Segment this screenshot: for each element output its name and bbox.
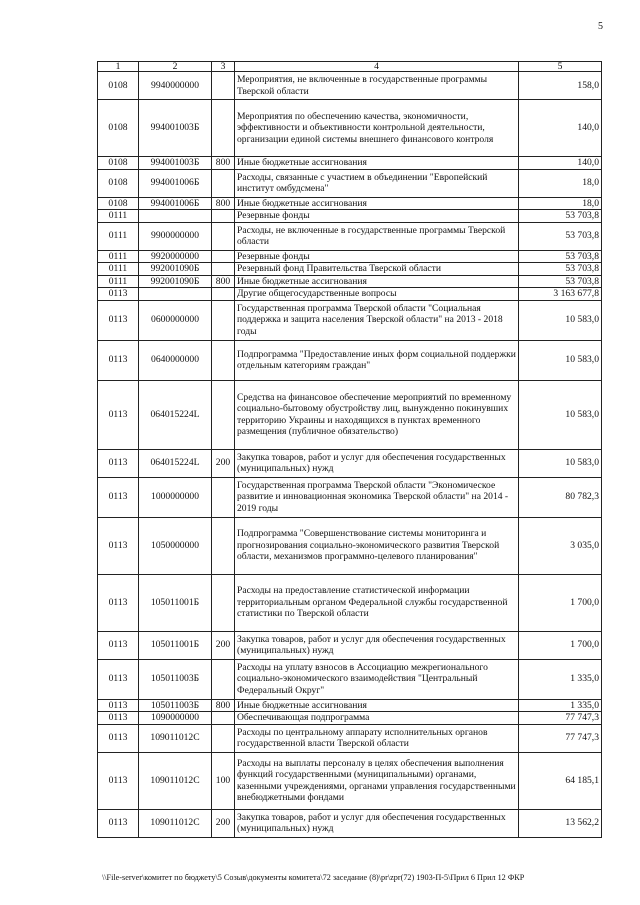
target-code-cell: 992001090Б <box>139 275 212 288</box>
amount-cell: 53 703,8 <box>519 275 602 288</box>
expense-type-cell <box>212 517 235 574</box>
amount-cell: 10 583,0 <box>519 340 602 380</box>
amount-cell: 140,0 <box>519 100 602 157</box>
target-code-cell: 064015224L <box>139 449 212 477</box>
amount-cell: 13 562,2 <box>519 809 602 837</box>
amount-cell: 80 782,3 <box>519 477 602 517</box>
target-code-cell: 109011012С <box>139 752 212 809</box>
amount-cell: 64 185,1 <box>519 752 602 809</box>
target-code-cell: 0600000000 <box>139 300 212 340</box>
expense-type-cell <box>212 380 235 449</box>
expense-type-cell <box>212 340 235 380</box>
expense-type-cell <box>212 659 235 699</box>
footer-file-path: \\File-server\комитет по бюджету\5 Созыв\документы комитета\72 заседание (8)\pr\zpr(72) 1903-П-5\Прил 6 Прил 12 ФКР <box>102 873 525 882</box>
table-row <box>98 263 602 276</box>
section-code-cell: 0113 <box>98 380 139 449</box>
amount-cell: 10 583,0 <box>519 380 602 449</box>
table-header-row <box>98 62 602 72</box>
target-code-cell: 9940000000 <box>139 72 212 100</box>
expense-type-cell <box>212 574 235 631</box>
expense-type-cell <box>212 712 235 725</box>
section-code-cell: 0113 <box>98 449 139 477</box>
expense-type-cell <box>212 288 235 301</box>
section-code-cell: 0113 <box>98 340 139 380</box>
section-code-cell: 0113 <box>98 288 139 301</box>
header-col-5: 5 <box>519 62 602 72</box>
target-code-cell: 1000000000 <box>139 477 212 517</box>
description-cell: Расходы на уплату взносов в Ассоциацию межрегионального социально-экономического взаимодействия "Центральный Федеральный Округ" <box>235 659 519 699</box>
table-body <box>98 72 602 838</box>
description-cell: Другие общегосударственные вопросы <box>235 288 519 301</box>
description-cell: Подпрограмма "Совершенствование системы мониторинга и прогнозирования социально-экономического развития Тверской области, механизмов программно-целевого планирования" <box>235 517 519 574</box>
target-code-cell: 109011012С <box>139 809 212 837</box>
description-cell: Мероприятия по обеспечению качества, экономичности, эффективности и объективности контрольной деятельности, организации единой системы внешнего финансового контроля <box>235 100 519 157</box>
description-cell: Расходы, связанные с участием в объединении "Европейский институт омбудсмена" <box>235 169 519 197</box>
amount-cell: 10 583,0 <box>519 300 602 340</box>
expense-type-cell: 800 <box>212 699 235 712</box>
expense-type-cell <box>212 222 235 250</box>
target-code-cell: 994001003Б <box>139 157 212 170</box>
section-code-cell: 0113 <box>98 659 139 699</box>
expense-type-cell <box>212 100 235 157</box>
header-col-1: 1 <box>98 62 139 72</box>
table-row <box>98 288 602 301</box>
section-code-cell: 0108 <box>98 197 139 210</box>
page-number: 5 <box>598 21 603 32</box>
target-code-cell: 0640000000 <box>139 340 212 380</box>
table-row <box>98 477 602 517</box>
table-row <box>98 659 602 699</box>
target-code-cell: 064015224L <box>139 380 212 449</box>
table-row <box>98 157 602 170</box>
expense-type-cell <box>212 169 235 197</box>
description-cell: Государственная программа Тверской области "Социальная поддержка и защита населения Тверской области" на 2013 - 2018 годы <box>235 300 519 340</box>
table-row <box>98 631 602 659</box>
amount-cell: 18,0 <box>519 197 602 210</box>
section-code-cell: 0113 <box>98 724 139 752</box>
amount-cell: 53 703,8 <box>519 210 602 223</box>
amount-cell: 53 703,8 <box>519 263 602 276</box>
description-cell: Подпрограмма "Предоставление иных форм социальной поддержки отдельным категориям граждан" <box>235 340 519 380</box>
amount-cell: 1 700,0 <box>519 631 602 659</box>
description-cell: Расходы, не включенные в государственные программы Тверской области <box>235 222 519 250</box>
section-code-cell: 0113 <box>98 631 139 659</box>
section-code-cell: 0108 <box>98 72 139 100</box>
expense-type-cell <box>212 210 235 223</box>
expense-type-cell: 800 <box>212 275 235 288</box>
section-code-cell: 0113 <box>98 574 139 631</box>
amount-cell: 140,0 <box>519 157 602 170</box>
amount-cell: 3 163 677,8 <box>519 288 602 301</box>
description-cell: Иные бюджетные ассигнования <box>235 197 519 210</box>
description-cell: Иные бюджетные ассигнования <box>235 699 519 712</box>
section-code-cell: 0113 <box>98 699 139 712</box>
description-cell: Резервный фонд Правительства Тверской области <box>235 263 519 276</box>
target-code-cell <box>139 210 212 223</box>
section-code-cell: 0113 <box>98 517 139 574</box>
header-col-3: 3 <box>212 62 235 72</box>
header-col-4: 4 <box>235 62 519 72</box>
section-code-cell: 0111 <box>98 263 139 276</box>
amount-cell: 77 747,3 <box>519 712 602 725</box>
amount-cell: 1 700,0 <box>519 574 602 631</box>
amount-cell: 77 747,3 <box>519 724 602 752</box>
section-code-cell: 0113 <box>98 809 139 837</box>
description-cell: Мероприятия, не включенные в государственные программы Тверской области <box>235 72 519 100</box>
description-cell: Закупка товаров, работ и услуг для обеспечения государственных (муниципальных) нужд <box>235 631 519 659</box>
section-code-cell: 0111 <box>98 222 139 250</box>
description-cell: Резервные фонды <box>235 210 519 223</box>
section-code-cell: 0113 <box>98 300 139 340</box>
description-cell: Закупка товаров, работ и услуг для обеспечения государственных (муниципальных) нужд <box>235 449 519 477</box>
section-code-cell: 0113 <box>98 477 139 517</box>
table-row <box>98 72 602 100</box>
table-row <box>98 752 602 809</box>
expense-type-cell <box>212 72 235 100</box>
table-row <box>98 197 602 210</box>
description-cell: Расходы на выплаты персоналу в целях обеспечения выполнения функций государственными (муниципальными) органами, казенными учреждениями, органами управления государственными внебюджетными фондами <box>235 752 519 809</box>
header-col-2: 2 <box>139 62 212 72</box>
description-cell: Государственная программа Тверской области "Экономическое развитие и инновационная экономика Тверской области" на 2014 - 2019 годы <box>235 477 519 517</box>
description-cell: Иные бюджетные ассигнования <box>235 275 519 288</box>
budget-table <box>97 61 602 838</box>
target-code-cell: 1050000000 <box>139 517 212 574</box>
amount-cell: 53 703,8 <box>519 250 602 263</box>
amount-cell: 10 583,0 <box>519 449 602 477</box>
expense-type-cell <box>212 250 235 263</box>
target-code-cell: 994001006Б <box>139 169 212 197</box>
table-row <box>98 300 602 340</box>
description-cell: Иные бюджетные ассигнования <box>235 157 519 170</box>
expense-type-cell <box>212 263 235 276</box>
target-code-cell: 105011001Б <box>139 574 212 631</box>
amount-cell: 1 335,0 <box>519 699 602 712</box>
expense-type-cell: 800 <box>212 197 235 210</box>
table-row <box>98 210 602 223</box>
table-row <box>98 100 602 157</box>
table-row <box>98 449 602 477</box>
description-cell: Расходы на предоставление статистической информации территориальным органом Федеральной службы государственной статистики по Тверской области <box>235 574 519 631</box>
section-code-cell: 0108 <box>98 100 139 157</box>
table-row <box>98 380 602 449</box>
amount-cell: 53 703,8 <box>519 222 602 250</box>
target-code-cell <box>139 288 212 301</box>
target-code-cell: 105011003Б <box>139 659 212 699</box>
table-row <box>98 169 602 197</box>
target-code-cell: 9920000000 <box>139 250 212 263</box>
section-code-cell: 0111 <box>98 210 139 223</box>
table-row <box>98 809 602 837</box>
target-code-cell: 1090000000 <box>139 712 212 725</box>
expense-type-cell <box>212 724 235 752</box>
target-code-cell: 992001090Б <box>139 263 212 276</box>
table-row <box>98 250 602 263</box>
target-code-cell: 9900000000 <box>139 222 212 250</box>
expense-type-cell: 200 <box>212 449 235 477</box>
expense-type-cell <box>212 300 235 340</box>
description-cell: Средства на финансовое обеспечение мероприятий по временному социально-бытовому обустройству лиц, вынужденно покинувших территорию Украины и находящихся в пунктах временного размещения (публичное обязательство) <box>235 380 519 449</box>
section-code-cell: 0113 <box>98 752 139 809</box>
section-code-cell: 0111 <box>98 275 139 288</box>
table-row <box>98 699 602 712</box>
target-code-cell: 109011012С <box>139 724 212 752</box>
expense-type-cell: 200 <box>212 631 235 659</box>
table-row <box>98 222 602 250</box>
table-row <box>98 275 602 288</box>
section-code-cell: 0108 <box>98 157 139 170</box>
table-row <box>98 712 602 725</box>
description-cell: Обеспечивающая подпрограмма <box>235 712 519 725</box>
expense-type-cell: 800 <box>212 157 235 170</box>
amount-cell: 158,0 <box>519 72 602 100</box>
table-row <box>98 517 602 574</box>
target-code-cell: 105011001Б <box>139 631 212 659</box>
target-code-cell: 105011003Б <box>139 699 212 712</box>
description-cell: Резервные фонды <box>235 250 519 263</box>
expense-type-cell <box>212 477 235 517</box>
table-row <box>98 574 602 631</box>
section-code-cell: 0108 <box>98 169 139 197</box>
description-cell: Закупка товаров, работ и услуг для обеспечения государственных (муниципальных) нужд <box>235 809 519 837</box>
description-cell: Расходы по центральному аппарату исполнительных органов государственной власти Тверской области <box>235 724 519 752</box>
expense-type-cell: 200 <box>212 809 235 837</box>
amount-cell: 18,0 <box>519 169 602 197</box>
amount-cell: 3 035,0 <box>519 517 602 574</box>
target-code-cell: 994001003Б <box>139 100 212 157</box>
expense-type-cell: 100 <box>212 752 235 809</box>
target-code-cell: 994001006Б <box>139 197 212 210</box>
amount-cell: 1 335,0 <box>519 659 602 699</box>
table-row <box>98 724 602 752</box>
section-code-cell: 0113 <box>98 712 139 725</box>
section-code-cell: 0111 <box>98 250 139 263</box>
table-row <box>98 340 602 380</box>
